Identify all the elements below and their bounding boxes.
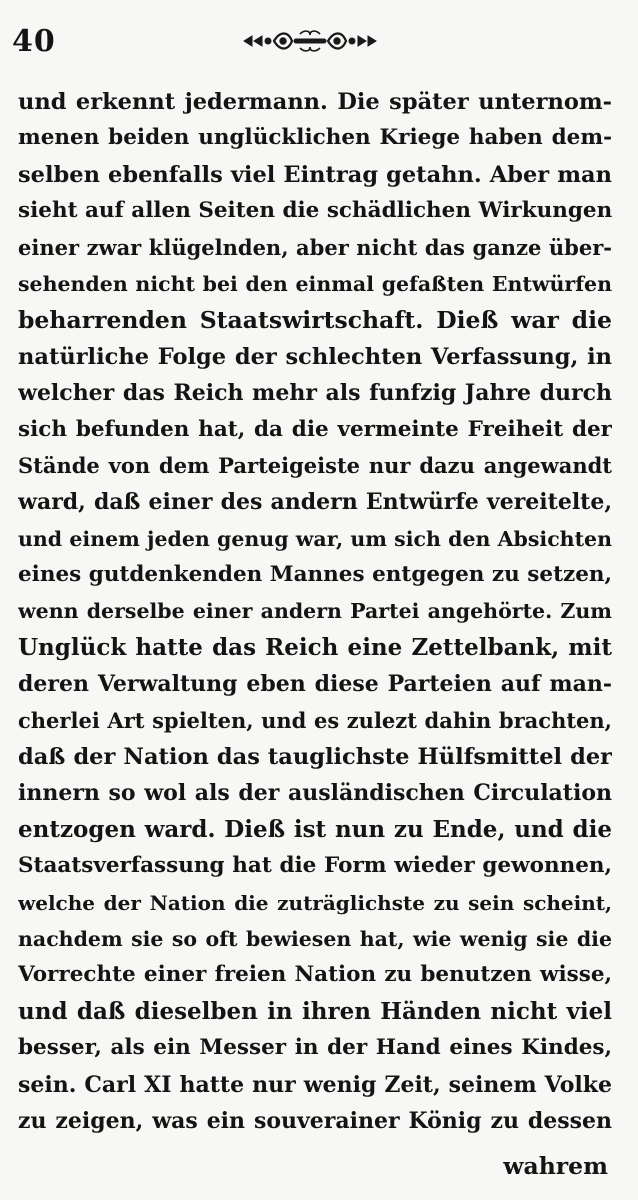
body-text <box>18 84 612 1139</box>
text-line: und daß dieselben in ihren Händen nicht viel <box>18 997 612 1025</box>
floral-vignette-icon <box>240 26 380 56</box>
text-line: sehenden nicht bei den einmal gefaßten Entwürfen <box>18 271 612 296</box>
text-line: Vorrechte einer freien Nation zu benutzen wisse, <box>18 962 612 988</box>
text-line: deren Verwaltung eben diese Parteien auf man- <box>18 671 612 698</box>
text-line: beharrenden Staatswirtschaft. Dieß war die <box>18 306 612 335</box>
text-line: natürliche Folge der schlechten Verfassung, in <box>18 343 612 370</box>
text-line: wenn derselbe einer andern Partei angehörte. Zum <box>18 599 612 624</box>
text-line: welche der Nation die zuträglichste zu sein scheint, <box>18 890 612 915</box>
text-line: sein. Carl XI hatte nur wenig Zeit, seinem Volke <box>18 1071 612 1098</box>
text-line: innern so wol als der ausländischen Circulation <box>18 780 612 807</box>
text-line: und erkennt jedermann. Die später unternom- <box>18 89 612 115</box>
text-line: besser, als ein Messer in der Hand eines Kindes, <box>18 1035 612 1061</box>
text-line: ward, daß einer des andern Entwürfe vereitelte, <box>18 489 612 516</box>
text-line: Unglück hatte das Reich eine Zettelbank, mit <box>18 633 612 661</box>
text-line: sich befunden hat, da die vermeinte Freiheit der <box>18 416 612 442</box>
catchword: wahrem <box>503 1152 608 1180</box>
text-line: entzogen ward. Dieß ist nun zu Ende, und die <box>18 815 612 843</box>
text-line: daß der Nation das tauglichste Hülfsmittel der <box>18 744 612 771</box>
text-line: cherlei Art spielten, und es zulezt dahin brachten, <box>18 707 612 733</box>
text-line: Staatsverfassung hat die Form wieder gewonnen, <box>18 853 612 879</box>
text-line: nachdem sie so oft bewiesen hat, wie wenig sie die <box>18 926 612 951</box>
text-line: selben ebenfalls viel Eintrag getahn. Aber man <box>18 161 612 188</box>
text-line: menen beiden unglücklichen Kriege haben dem- <box>18 125 612 151</box>
text-line: und einem jeden genug war, um sich den Absichten <box>18 526 612 551</box>
text-line: einer zwar klügelnden, aber nicht das ganze über- <box>18 234 612 260</box>
text-line: sieht auf allen Seiten die schädlichen Wirkungen <box>18 198 612 224</box>
text-line: welcher das Reich mehr als funfzig Jahre durch <box>18 380 612 407</box>
text-line: eines gutdenkenden Mannes entgegen zu setzen, <box>18 562 612 588</box>
page-number: 40 <box>12 24 56 59</box>
text-line: zu zeigen, was ein souverainer König zu dessen <box>18 1107 612 1134</box>
text-line: Stände von dem Parteigeiste nur dazu angewandt <box>18 452 612 478</box>
